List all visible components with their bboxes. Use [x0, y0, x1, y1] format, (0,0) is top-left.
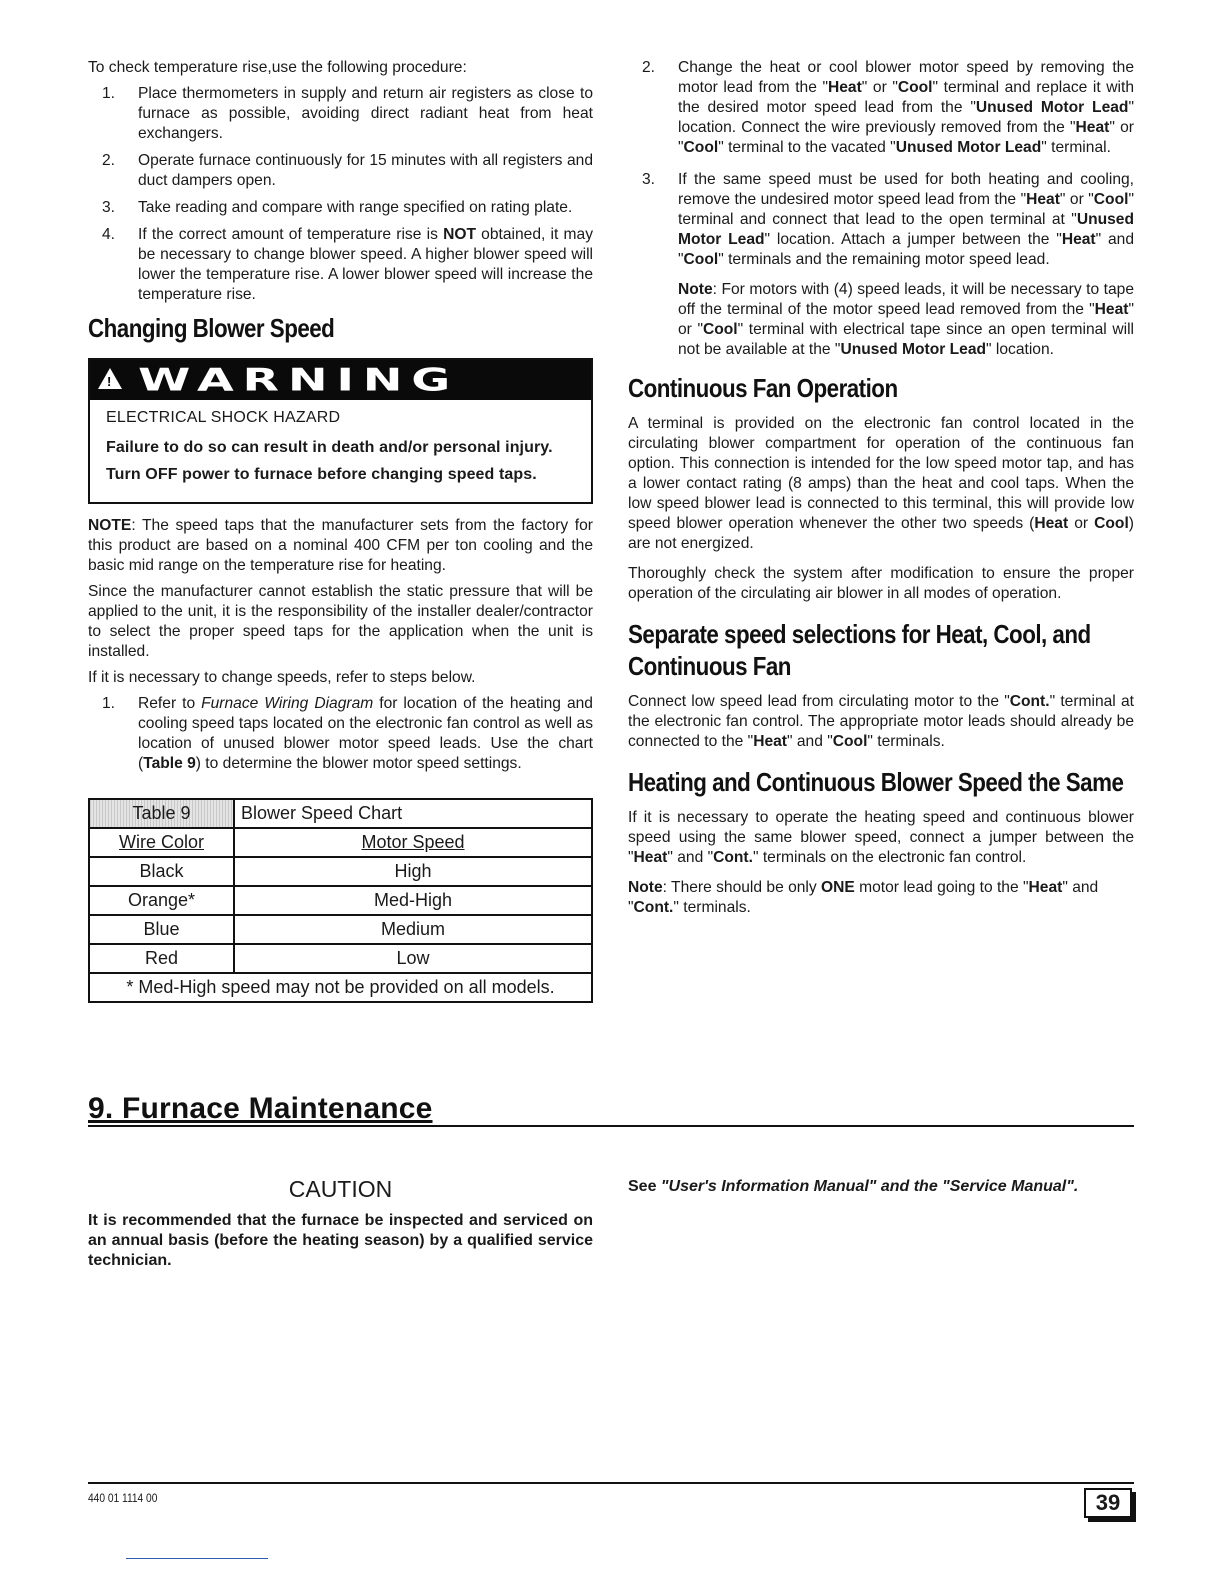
caution-block: [88, 1176, 593, 1271]
blower-speed-table: [88, 798, 593, 1003]
paragraph-change-speeds: If it is necessary to change speeds, refer to steps below.: [88, 669, 476, 686]
warning-hazard: ELECTRICAL SHOCK HAZARD: [106, 409, 341, 426]
table-footnote: * Med-High speed may not be provided on all models.: [89, 973, 592, 1002]
table-header-row: [89, 828, 592, 857]
paragraph-static-pressure: Since the manufacturer cannot establish the static pressure that will be applied to the unit, it is the responsibility of the installer dealer/contractor to select the proper speed taps for the application when the unit is installed.: [88, 583, 593, 660]
section-divider: [88, 1125, 1134, 1127]
document-number: 440 01 1114 00: [88, 1491, 158, 1505]
paragraph-check-system: Thoroughly check the system after modification to ensure the proper operation of the circulating air blower in all modes of operation.: [628, 565, 1134, 602]
column-header: Wire Color: [89, 828, 234, 857]
footer-divider: [88, 1482, 1134, 1484]
note-one-motor-lead: Note: There should be only ONE motor lead going to the "Heat" and "Cont." terminals.: [628, 879, 1099, 916]
heading-continuous-fan: Continuous Fan Operation: [628, 373, 898, 403]
page-number: 39: [1084, 1488, 1132, 1518]
warning-line-1: Failure to do so can result in death and/or personal injury.: [106, 439, 553, 456]
list-item: 1. Refer to Furnace Wiring Diagram for location of the heating and cooling speed taps located on the electronic fan control as well as location of unused blower motor speed leads. Use the chart (Table 9) to determine the blower motor speed settings.: [102, 695, 593, 772]
table-cell: High: [234, 857, 592, 886]
table-cell: Low: [234, 944, 592, 973]
intro-text: To check temperature rise,use the following procedure:: [88, 59, 467, 76]
warning-box: [88, 358, 593, 504]
section-title-furnace-maintenance: 9. Furnace Maintenance: [88, 1092, 433, 1125]
warning-body: [90, 400, 591, 502]
table-tag: Table 9: [89, 799, 234, 828]
paragraph-separate-speed: Connect low speed lead from circulating motor to the "Cont." terminal at the electronic fan control. The appropriate motor leads should already be connected to the "Heat" and "Cool" terminals.: [628, 693, 1134, 750]
list-item: 3. If the same speed must be used for both heating and cooling, remove the undesired motor speed lead from the "Heat" or "Cool" terminal and connect that lead to the open terminal at "Unused Motor Lead" location. Attach a jumper between the "Heat" and "Cool" terminals and the remaining motor speed lead.: [642, 171, 1135, 268]
temp-rise-steps: [88, 84, 593, 305]
heading-heating-continuous: Heating and Continuous Blower Speed the Same: [628, 767, 1124, 797]
see-manuals-text: See "User's Information Manual" and the "Service Manual".: [628, 1178, 1079, 1195]
heading-separate-speed: Separate speed selections for Heat, Cool, and Continuous Fan: [628, 619, 1091, 681]
right-column: [628, 58, 1134, 924]
list-item: 1. Place thermometers in supply and return air registers as close to furnace as possible, avoiding direct radiant heat from heat exchangers.: [102, 85, 593, 142]
list-item: 3. Take reading and compare with range specified on rating plate.: [102, 199, 573, 216]
list-item: 2. Operate furnace continuously for 15 minutes with all registers and duct dampers open.: [102, 152, 593, 189]
table-caption-row: [89, 799, 592, 828]
column-header: Motor Speed: [234, 828, 592, 857]
decorative-line: [126, 1558, 268, 1559]
table-row: [89, 857, 592, 886]
table-row: [89, 944, 592, 973]
table-row: [89, 886, 592, 915]
note-paragraph: NOTE: The speed taps that the manufacturer sets from the factory for this product are based on a nominal 400 CFM per ton cooling and the basic mid range on the temperature rise for heating.: [88, 517, 593, 574]
exclamation-icon: !: [107, 374, 112, 389]
list-item: 4. If the correct amount of temperature rise is NOT obtained, it may be necessary to change blower speed. A higher blower speed will lower the temperature rise. A lower blower speed will increase the temperature rise.: [102, 226, 593, 303]
table-cell: Medium: [234, 915, 592, 944]
table-cell: Orange*: [89, 886, 234, 915]
table-cell: Med-High: [234, 886, 592, 915]
warning-line-2: Turn OFF power to furnace before changing speed taps.: [106, 466, 537, 483]
heading-changing-blower-speed: Changing Blower Speed: [88, 313, 335, 343]
table-note-row: [89, 973, 592, 1002]
table-cell: Red: [89, 944, 234, 973]
warning-title: WARNING: [138, 361, 460, 399]
right-steps: [628, 58, 1134, 270]
left-column: [88, 58, 593, 1003]
table-cell: Blue: [89, 915, 234, 944]
table-row: [89, 915, 592, 944]
caution-title: CAUTION: [288, 1176, 393, 1202]
note-four-speed-leads: Note: For motors with (4) speed leads, it will be necessary to tape off the terminal of the motor speed lead removed from the "Heat" or "Cool" terminal with electrical tape since an open terminal will not be available at the "Unused Motor Lead" location.: [678, 281, 1135, 358]
table-cell: Black: [89, 857, 234, 886]
change-speed-steps: [88, 694, 593, 774]
paragraph-continuous-fan: A terminal is provided on the electronic fan control located in the circulating blower compartment for operation of the continuous fan option. This connection is intended for the low speed motor tap, and has a lower contact rating (8 amps) than the heat and cool taps. When the low speed blower lead is connected to this terminal, this will provide low speed blower operation whenever the other two speeds (Heat or Cool) are not energized.: [628, 415, 1134, 552]
warning-banner: [90, 360, 591, 400]
caution-body: It is recommended that the furnace be inspected and serviced on an annual basis (before the heating season) by a qualified service technician.: [88, 1212, 593, 1269]
list-item: 2. Change the heat or cool blower motor speed by removing the motor lead from the "Heat" or "Cool" terminal and replace it with the desired motor speed lead from the "Unused Motor Lead" location. Connect the wire previously removed from the "Heat" or "Cool" terminal to the vacated "Unused Motor Lead" terminal.: [642, 59, 1134, 156]
paragraph-heating-continuous: If it is necessary to operate the heating speed and continuous blower speed using the same blower speed, connect a jumper between the "Heat" and "Cont." terminals on the electronic fan control.: [628, 809, 1134, 866]
table-title: Blower Speed Chart: [234, 799, 592, 828]
